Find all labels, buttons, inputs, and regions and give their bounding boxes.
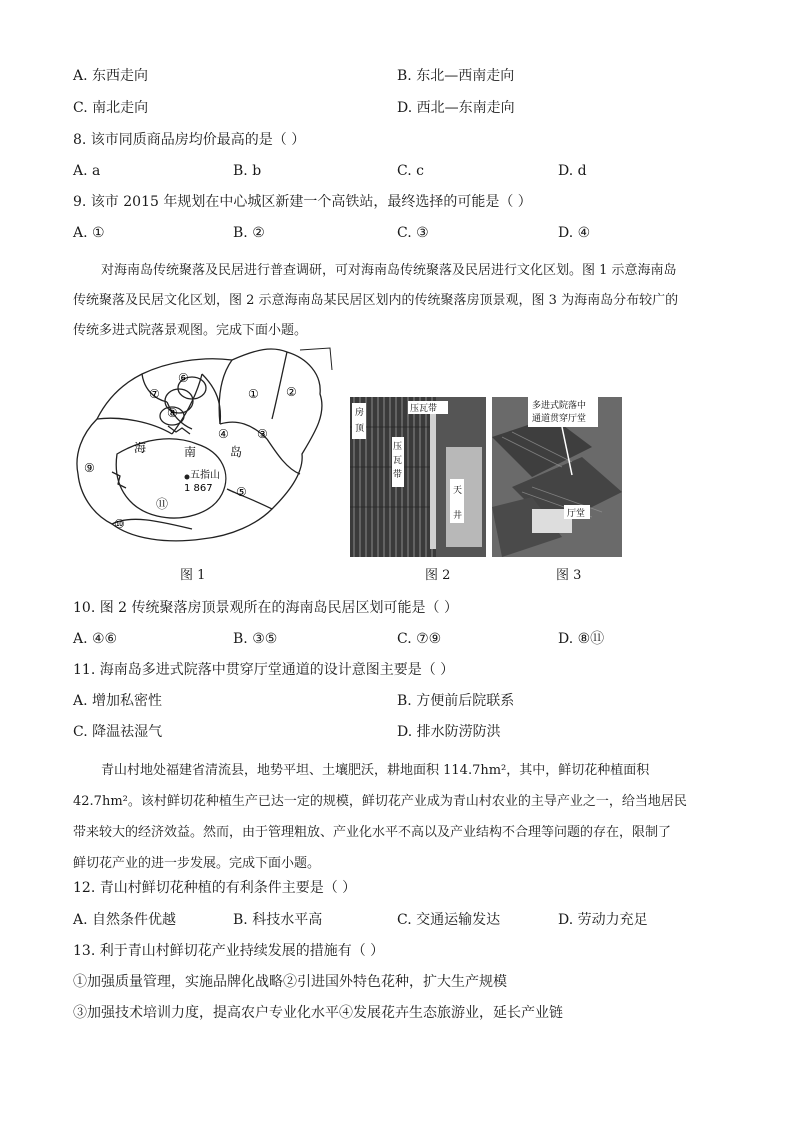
q11-option-b: B. 方便前后院联系 <box>397 693 515 709</box>
q12-option-a: A. 自然条件优越 <box>73 912 177 928</box>
q11-stem: 11. 海南岛多进式院落中贯穿厅堂通道的设计意图主要是（ ） <box>73 662 455 678</box>
passage-2-line-1: 青山村地处福建省清流县，地势平坦、土壤肥沃，耕地面积 114.7hm²，其中，鲜切花种植面积 <box>101 763 650 778</box>
passage-1-line-3: 传统多进式院落景观图。完成下面小题。 <box>73 323 308 338</box>
fig2-label-yawa-v2: 瓦 <box>393 456 403 466</box>
passage-2-line-2: 42.7hm²。该村鲜切花种植生产已达一定的规模，鲜切花产业成为青山村农业的主导产业之一，给当地居民 <box>73 794 687 809</box>
map-label-hai: 海 <box>134 441 147 455</box>
fig3-label-hall: 厅堂 <box>567 509 586 519</box>
passage-2 <box>73 755 721 879</box>
map-label-2: ② <box>286 385 297 399</box>
q7-option-d: D. 西北—东南走向 <box>397 100 515 116</box>
map-label-3: ③ <box>257 427 268 441</box>
passage-2-line-4: 鲜切花产业的进一步发展。完成下面小题。 <box>73 856 321 871</box>
figure-1-hainan-map <box>72 344 334 554</box>
map-label-11: ⑪ <box>156 497 169 511</box>
q8-option-c: C. c <box>397 163 424 179</box>
fig2-label-yawa-top: 压瓦带 <box>410 404 438 414</box>
figure-2-rooftop-photo <box>350 397 486 557</box>
q7-option-b: B. 东北—西南走向 <box>397 68 515 84</box>
q12-option-b: B. 科技水平高 <box>233 912 323 928</box>
q12-option-d: D. 劳动力充足 <box>558 912 648 928</box>
q12-option-c: C. 交通运输发达 <box>397 912 501 928</box>
q8-stem: 8. 该市同质商品房均价最高的是（ ） <box>73 132 306 148</box>
q10-option-a: A. ④⑥ <box>73 631 118 647</box>
q8-option-d: D. d <box>558 163 587 179</box>
map-label-6: ⑥ <box>178 371 189 385</box>
q11-option-a: A. 增加私密性 <box>73 693 163 709</box>
q12-stem: 12. 青山村鲜切花种植的有利条件主要是（ ） <box>73 880 357 896</box>
q9-option-d: D. ④ <box>558 225 591 241</box>
fig2-label-yawa-v1: 压 <box>393 442 403 452</box>
map-label-1: ① <box>248 387 259 401</box>
figure-1-caption: 图 1 <box>180 568 206 583</box>
map-label-8: ⑧ <box>167 406 178 420</box>
fig3-label-note-1: 多进式院落中 <box>532 401 587 411</box>
fig2-label-yawa-v3: 带 <box>393 470 403 480</box>
passage-1-line-2: 传统聚落及民居文化区划，图 2 示意海南岛某民居区划内的传统聚落房顶景观，图 3 为海南岛分布较广的 <box>73 293 679 308</box>
map-label-9: ⑨ <box>84 461 95 475</box>
fig2-label-roof-2: 顶 <box>355 424 365 434</box>
map-label-nan: 南 <box>184 445 197 459</box>
map-peak-elevation: 1 867 <box>184 483 213 494</box>
map-label-7: ⑦ <box>149 387 160 401</box>
q11-option-c: C. 降温祛湿气 <box>73 724 163 740</box>
map-label-dao: 岛 <box>230 445 243 459</box>
q9-option-a: A. ① <box>73 225 105 241</box>
q13-stem: 13. 利于青山村鲜切花产业持续发展的措施有（ ） <box>73 943 385 959</box>
q9-stem: 9. 该市 2015 年规划在中心城区新建一个高铁站，最终选择的可能是（ ） <box>73 194 532 210</box>
q8-option-a: A. a <box>73 163 101 179</box>
fig2-label-tian: 天 <box>453 486 463 496</box>
q8-option-b: B. b <box>233 163 262 179</box>
q7-option-a: A. 东西走向 <box>73 68 149 84</box>
q9-option-c: C. ③ <box>397 225 429 241</box>
figure-3-caption: 图 3 <box>556 568 582 583</box>
q9-option-b: B. ② <box>233 225 265 241</box>
figure-3-courtyard-photo <box>492 397 622 557</box>
map-label-5: ⑤ <box>236 485 247 499</box>
passage-1-line-1: 对海南岛传统聚落及民居进行普查调研，可对海南岛传统聚落及民居进行文化区划。图 1 示意海南岛 <box>101 263 677 278</box>
passage-2-line-3: 带来较大的经济效益。然而，由于管理粗放、产业化水平不高以及产业结构不合理等问题的存在，限制了 <box>73 825 672 840</box>
fig2-label-roof-1: 房 <box>355 408 365 418</box>
map-label-4: ④ <box>218 427 229 441</box>
q7-option-c: C. 南北走向 <box>73 100 149 116</box>
fig3-label-note-2: 通道贯穿厅堂 <box>532 414 587 424</box>
q10-option-b: B. ③⑤ <box>233 631 278 647</box>
passage-1 <box>73 256 721 346</box>
q11-option-d: D. 排水防涝防洪 <box>397 724 501 740</box>
q13-choices-line-2: ③加强技术培训力度，提高农户专业化水平④发展花卉生态旅游业，延长产业链 <box>73 1005 563 1021</box>
figure-2-caption: 图 2 <box>425 568 451 583</box>
q10-stem: 10. 图 2 传统聚落房顶景观所在的海南岛民居区划可能是（ ） <box>73 600 458 616</box>
map-label-10: ⑩ <box>114 517 125 531</box>
q10-option-d: D. ⑧⑪ <box>558 631 605 647</box>
fig2-label-jing: 井 <box>453 511 463 521</box>
map-peak-name: 五指山 <box>190 470 220 481</box>
q13-choices-line-1: ①加强质量管理，实施品牌化战略②引进国外特色花种，扩大生产规模 <box>73 974 507 990</box>
q10-option-c: C. ⑦⑨ <box>397 631 442 647</box>
